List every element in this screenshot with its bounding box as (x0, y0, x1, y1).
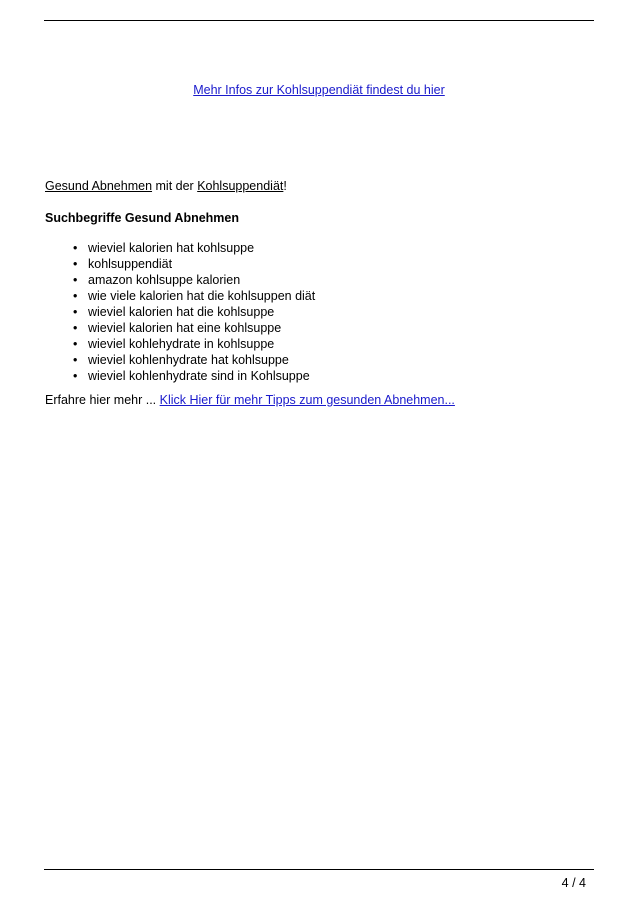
page-number: 4 / 4 (561, 876, 586, 890)
keyword-text: amazon kohlsuppe kalorien (88, 273, 241, 287)
list-item (73, 272, 595, 288)
bullet-icon: • (73, 273, 78, 287)
bullet-icon: • (73, 241, 78, 255)
bullet-icon: • (73, 337, 78, 351)
list-item (73, 256, 595, 272)
keyword-text: wieviel kalorien hat eine kohlsuppe (88, 321, 282, 335)
tips-link[interactable]: Klick Hier für mehr Tipps zum gesunden Abnehmen... (159, 393, 455, 407)
list-item (73, 320, 595, 336)
main-content (45, 178, 595, 408)
list-item (73, 368, 595, 384)
list-item (73, 240, 595, 256)
keyword-text: wieviel kalorien hat kohlsuppe (88, 241, 255, 255)
list-item (73, 352, 595, 368)
list-item (73, 336, 595, 352)
bullet-icon: • (73, 289, 78, 303)
keyword-text: wie viele kalorien hat die kohlsuppen diät (88, 289, 316, 303)
footer-rule (44, 869, 594, 870)
keyword-text: kohlsuppendiät (88, 257, 173, 271)
more-prefix-text: Erfahre hier mehr ... (45, 393, 160, 407)
keyword-text: wieviel kohlenhydrate hat kohlsuppe (88, 353, 289, 367)
keyword-list (45, 240, 595, 384)
intro-end-text: ! (283, 179, 287, 193)
keywords-heading: Suchbegriffe Gesund Abnehmen (45, 211, 240, 225)
list-item (73, 288, 595, 304)
intro-middle-text: mit der (152, 179, 198, 193)
kohlsuppendiaet-link[interactable]: Kohlsuppendiät (197, 179, 284, 193)
list-item (73, 304, 595, 320)
more-info-line (45, 392, 595, 408)
keyword-text: wieviel kohlenhydrate sind in Kohlsuppe (88, 369, 310, 383)
bullet-icon: • (73, 305, 78, 319)
bullet-icon: • (73, 369, 78, 383)
gesund-abnehmen-link[interactable]: Gesund Abnehmen (45, 179, 153, 193)
bullet-icon: • (73, 321, 78, 335)
keyword-text: wieviel kohlehydrate in kohlsuppe (88, 337, 275, 351)
kohlsuppendiaet-info-link[interactable]: Mehr Infos zur Kohlsuppendiät findest du hier (193, 83, 445, 97)
keyword-text: wieviel kalorien hat die kohlsuppe (88, 305, 275, 319)
intro-line (45, 178, 595, 194)
top-link-container (44, 83, 594, 97)
bullet-icon: • (73, 353, 78, 367)
header-rule (44, 20, 594, 21)
bullet-icon: • (73, 257, 78, 271)
